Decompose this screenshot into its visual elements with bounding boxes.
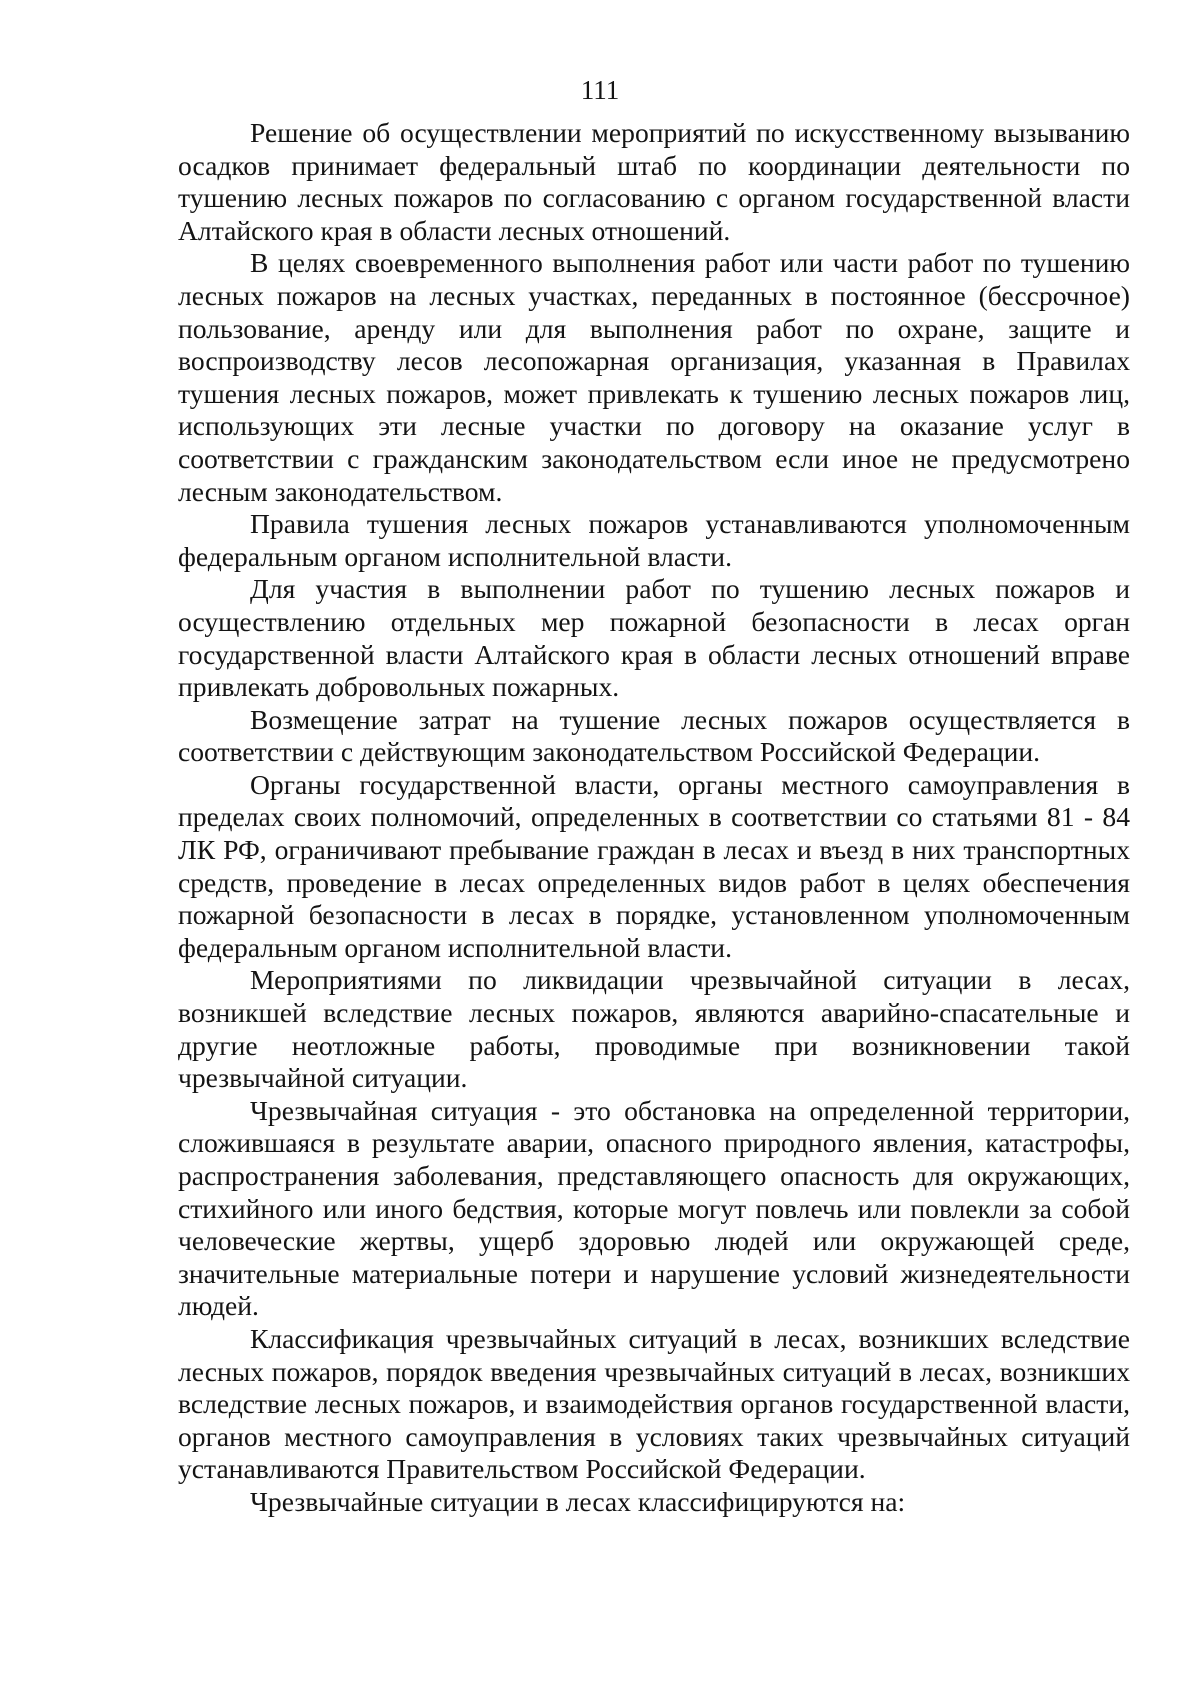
paragraph-artificial-precipitation: Решение об осуществлении мероприятий по искусственному вызыванию осадков принимает федеральный штаб по координации деятельности по тушению лесных пожаров по согласованию с органом государственной власти Алтайского края в области лесных отношений. — [178, 117, 1130, 246]
document-body — [178, 117, 1130, 1519]
paragraph-firefighting-rules: Правила тушения лесных пожаров устанавливаются уполномоченным федеральным органом исполнительной власти. — [178, 508, 1130, 572]
paragraph-emergency-definition: Чрезвычайная ситуация - это обстановка на определенной территории, сложившаяся в результате аварии, опасного природного явления, катастрофы, распространения заболевания, представляющего опасность для окружающих, стихийного или иного бедствия, которые могут повлечь или повлекли за собой человеческие жертвы, ущерб здоровью людей или окружающей среде, значительные материальные потери и нарушение условий жизнедеятельности людей. — [178, 1094, 1130, 1322]
paragraph-attracting-forest-users: В целях своевременного выполнения работ или части работ по тушению лесных пожаров на лесных участках, переданных в постоянное (бессрочное) пользование, аренду или для выполнения работ по охране, защите и воспроизводству лесов лесопожарная организация, указанная в Правилах тушения лесных пожаров, может привлекать к тушению лесных пожаров лиц, использующих эти лесные участки по договору на оказание услуг в соответствии с гражданским законодательством если иное не предусмотрено лесным законодательством. — [178, 247, 1130, 507]
paragraph-emergency-liquidation: Мероприятиями по ликвидации чрезвычайной ситуации в лесах, возникшей вследствие лесных пожаров, являются аварийно-спасательные и другие неотложные работы, проводимые при возникновении такой чрезвычайной ситуации. — [178, 964, 1130, 1094]
paragraph-cost-reimbursement: Возмещение затрат на тушение лесных пожаров осуществляется в соответствии с действующим законодательством Российской Федерации. — [178, 703, 1130, 768]
paragraph-emergency-classification: Классификация чрезвычайных ситуаций в лесах, возникших вследствие лесных пожаров, порядок введения чрезвычайных ситуаций в лесах, возникших вследствие лесных пожаров, и взаимодействия органов государственной власти, органов местного самоуправления в условиях таких чрезвычайных ситуаций устанавливаются Правительством Российской Федерации. — [178, 1322, 1130, 1485]
paragraph-access-restrictions: Органы государственной власти, органы местного самоуправления в пределах своих полномочий, определенных в соответствии со статьями 81 - 84 ЛК РФ, ограничивают пребывание граждан в лесах и въезд в них транспортных средств, проведение в лесах определенных видов работ в целях обеспечения пожарной безопасности в лесах в порядке, установленном уполномоченным федеральным органом исполнительной власти. — [178, 768, 1130, 963]
paragraph-classification-intro: Чрезвычайные ситуации в лесах классифицируются на: — [250, 1485, 906, 1517]
paragraph-volunteer-firefighters: Для участия в выполнении работ по тушению лесных пожаров и осуществлению отдельных мер пожарной безопасности в лесах орган государственной власти Алтайского края в области лесных отношений вправе привлекать добровольных пожарных. — [178, 573, 1130, 703]
page-number: 111 — [580, 75, 620, 105]
